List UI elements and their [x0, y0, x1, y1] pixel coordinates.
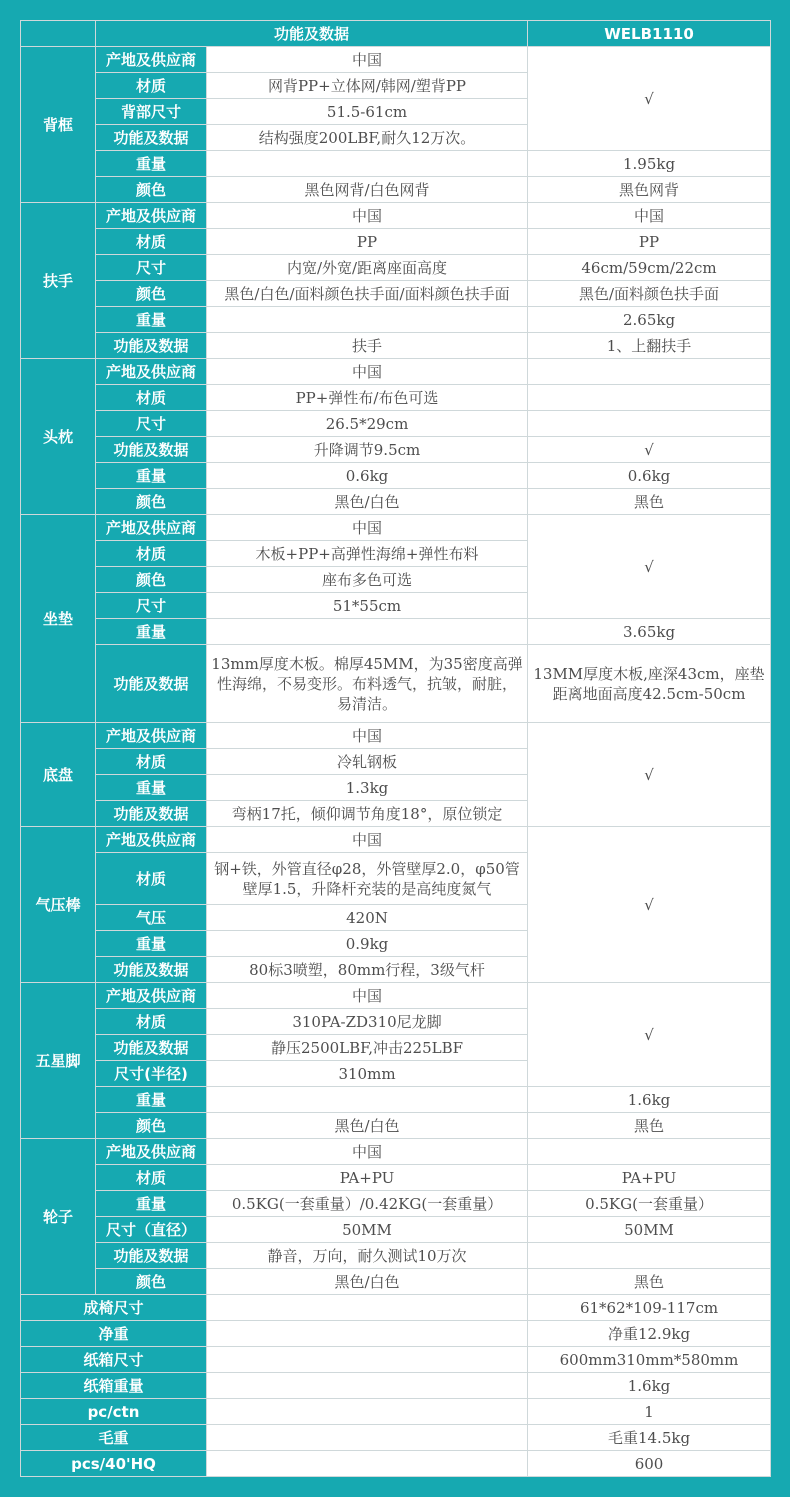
summary-spec: [207, 1399, 528, 1425]
spec-cell: 黑色/白色: [207, 489, 528, 515]
spec-cell: 中国: [207, 47, 528, 73]
row-label: 尺寸: [96, 255, 207, 281]
row-label: 产地及供应商: [96, 359, 207, 385]
spec-cell: 升降调节9.5cm: [207, 437, 528, 463]
spec-cell: 中国: [207, 723, 528, 749]
header-blank: [21, 21, 96, 47]
row-label: 功能及数据: [96, 333, 207, 359]
row-label: 重量: [96, 1087, 207, 1113]
table-row: [21, 1113, 771, 1139]
summary-label: 成椅尺寸: [21, 1295, 207, 1321]
model-cell: [528, 411, 771, 437]
spec-cell: 51*55cm: [207, 593, 528, 619]
row-label: 重量: [96, 307, 207, 333]
spec-cell: [207, 151, 528, 177]
spec-cell: 网背PP+立体网/韩网/塑背PP: [207, 73, 528, 99]
row-label: 产地及供应商: [96, 983, 207, 1009]
table-row: [21, 827, 771, 853]
row-label: 产地及供应商: [96, 1139, 207, 1165]
row-label: 重量: [96, 619, 207, 645]
group-label: 底盘: [21, 723, 96, 827]
summary-row: [21, 1347, 771, 1373]
summary-label: 净重: [21, 1321, 207, 1347]
model-cell: 黑色: [528, 1269, 771, 1295]
spec-cell: PA+PU: [207, 1165, 528, 1191]
summary-row: [21, 1321, 771, 1347]
row-label: 材质: [96, 1165, 207, 1191]
spec-cell: 0.5KG(一套重量）/0.42KG(一套重量）: [207, 1191, 528, 1217]
spec-cell: 1.3kg: [207, 775, 528, 801]
group-label: 背框: [21, 47, 96, 203]
table-row: [21, 645, 771, 723]
row-label: 颜色: [96, 281, 207, 307]
model-cell: 46cm/59cm/22cm: [528, 255, 771, 281]
row-label: 尺寸(半径): [96, 1061, 207, 1087]
row-label: 重量: [96, 151, 207, 177]
row-label: 尺寸: [96, 593, 207, 619]
table-row: [21, 1191, 771, 1217]
row-label: 颜色: [96, 177, 207, 203]
row-label: 颜色: [96, 567, 207, 593]
table-row: [21, 177, 771, 203]
model-cell: √: [528, 437, 771, 463]
row-label: 产地及供应商: [96, 827, 207, 853]
table-row: [21, 1165, 771, 1191]
table-row: [21, 229, 771, 255]
spec-cell: [207, 619, 528, 645]
row-label: 尺寸（直径）: [96, 1217, 207, 1243]
summary-row: [21, 1373, 771, 1399]
row-label: 产地及供应商: [96, 515, 207, 541]
table-row: [21, 1243, 771, 1269]
table-row: [21, 411, 771, 437]
summary-spec: [207, 1373, 528, 1399]
table-row: [21, 463, 771, 489]
spec-cell: 静压2500LBF,冲击225LBF: [207, 1035, 528, 1061]
row-label: 气压: [96, 905, 207, 931]
spec-cell: 26.5*29cm: [207, 411, 528, 437]
spec-cell: 黑色网背/白色网背: [207, 177, 528, 203]
row-label: 颜色: [96, 1269, 207, 1295]
table-row: [21, 359, 771, 385]
spec-cell: 0.6kg: [207, 463, 528, 489]
row-label: 重量: [96, 1191, 207, 1217]
spec-cell: 弯柄17托，倾仰调节角度18°，原位锁定: [207, 801, 528, 827]
table-row: [21, 489, 771, 515]
model-cell: [528, 1139, 771, 1165]
table-row: [21, 307, 771, 333]
spec-cell: 黑色/白色: [207, 1113, 528, 1139]
summary-model: 600: [528, 1451, 771, 1477]
row-label: 重量: [96, 775, 207, 801]
model-cell: 黑色/面料颜色扶手面: [528, 281, 771, 307]
row-label: 材质: [96, 229, 207, 255]
spec-cell: 黑色/白色: [207, 1269, 528, 1295]
spec-cell: 80标3喷塑，80mm行程，3级气杆: [207, 957, 528, 983]
row-label: 功能及数据: [96, 957, 207, 983]
summary-label: 纸箱尺寸: [21, 1347, 207, 1373]
summary-model: 61*62*109-117cm: [528, 1295, 771, 1321]
header-spec: 功能及数据: [96, 21, 528, 47]
spec-cell: 静音，万向，耐久测试10万次: [207, 1243, 528, 1269]
summary-spec: [207, 1425, 528, 1451]
summary-label: pcs/40'HQ: [21, 1451, 207, 1477]
spec-cell: 结构强度200LBF,耐久12万次。: [207, 125, 528, 151]
model-cell: 1.6kg: [528, 1087, 771, 1113]
summary-model: 1.6kg: [528, 1373, 771, 1399]
row-label: 产地及供应商: [96, 723, 207, 749]
summary-row: [21, 1295, 771, 1321]
group-label: 坐垫: [21, 515, 96, 723]
table-row: [21, 619, 771, 645]
table-row: [21, 437, 771, 463]
summary-label: 纸箱重量: [21, 1373, 207, 1399]
model-cell: 1.95kg: [528, 151, 771, 177]
spec-cell: 中国: [207, 515, 528, 541]
spec-cell: 310mm: [207, 1061, 528, 1087]
table-row: [21, 1087, 771, 1113]
row-label: 重量: [96, 463, 207, 489]
spec-cell: 420N: [207, 905, 528, 931]
model-cell: [528, 1243, 771, 1269]
table-row: [21, 723, 771, 749]
row-label: 背部尺寸: [96, 99, 207, 125]
table-row: [21, 281, 771, 307]
spec-cell: PP+弹性布/布色可选: [207, 385, 528, 411]
spec-cell: 黑色/白色/面料颜色扶手面/面料颜色扶手面: [207, 281, 528, 307]
summary-spec: [207, 1451, 528, 1477]
row-label: 功能及数据: [96, 1243, 207, 1269]
row-label: 功能及数据: [96, 1035, 207, 1061]
spec-table: [20, 20, 771, 1477]
model-cell: √: [528, 827, 771, 983]
row-label: 功能及数据: [96, 125, 207, 151]
row-label: 尺寸: [96, 411, 207, 437]
table-row: [21, 515, 771, 541]
model-cell: 黑色: [528, 1113, 771, 1139]
spec-cell: 51.5-61cm: [207, 99, 528, 125]
model-cell: PA+PU: [528, 1165, 771, 1191]
row-label: 颜色: [96, 1113, 207, 1139]
group-label: 轮子: [21, 1139, 96, 1295]
spec-cell: 扶手: [207, 333, 528, 359]
model-cell: 50MM: [528, 1217, 771, 1243]
group-label: 气压棒: [21, 827, 96, 983]
model-cell: PP: [528, 229, 771, 255]
row-label: 产地及供应商: [96, 47, 207, 73]
row-label: 材质: [96, 385, 207, 411]
summary-model: 净重12.9kg: [528, 1321, 771, 1347]
group-label: 五星脚: [21, 983, 96, 1139]
model-cell: 2.65kg: [528, 307, 771, 333]
spec-cell: 冷轧钢板: [207, 749, 528, 775]
table-row: [21, 333, 771, 359]
summary-model: 毛重14.5kg: [528, 1425, 771, 1451]
model-cell: √: [528, 515, 771, 619]
row-label: 重量: [96, 931, 207, 957]
spec-cell: 中国: [207, 203, 528, 229]
group-label: 头枕: [21, 359, 96, 515]
row-label: 功能及数据: [96, 801, 207, 827]
summary-label: 毛重: [21, 1425, 207, 1451]
row-label: 材质: [96, 541, 207, 567]
spec-cell: 中国: [207, 983, 528, 1009]
summary-label: pc/ctn: [21, 1399, 207, 1425]
table-row: [21, 203, 771, 229]
model-cell: √: [528, 47, 771, 151]
row-label: 功能及数据: [96, 437, 207, 463]
model-cell: 3.65kg: [528, 619, 771, 645]
summary-spec: [207, 1321, 528, 1347]
model-cell: 中国: [528, 203, 771, 229]
spec-cell: 中国: [207, 827, 528, 853]
model-cell: [528, 385, 771, 411]
summary-row: [21, 1425, 771, 1451]
model-cell: 黑色: [528, 489, 771, 515]
spec-cell: 座布多色可选: [207, 567, 528, 593]
spec-cell: 钢+铁，外管直径φ28，外管壁厚2.0，φ50管壁厚1.5，升降杆充装的是高纯度氮气: [207, 853, 528, 905]
table-row: [21, 47, 771, 73]
model-cell: 0.6kg: [528, 463, 771, 489]
group-label: 扶手: [21, 203, 96, 359]
summary-model: 1: [528, 1399, 771, 1425]
table-header: [21, 21, 771, 47]
spec-cell: [207, 307, 528, 333]
table-row: [21, 151, 771, 177]
spec-cell: 中国: [207, 359, 528, 385]
spec-cell: PP: [207, 229, 528, 255]
table-row: [21, 983, 771, 1009]
model-cell: [528, 359, 771, 385]
row-label: 颜色: [96, 489, 207, 515]
model-cell: 0.5KG(一套重量）: [528, 1191, 771, 1217]
summary-row: [21, 1451, 771, 1477]
spec-cell: 13mm厚度木板。棉厚45MM，为35密度高弹性海绵，不易变形。布料透气，抗皱，耐脏，易清洁。: [207, 645, 528, 723]
model-cell: 黑色网背: [528, 177, 771, 203]
header-model: WELB1110: [528, 21, 771, 47]
model-cell: √: [528, 723, 771, 827]
table-row: [21, 255, 771, 281]
spec-cell: 0.9kg: [207, 931, 528, 957]
summary-row: [21, 1399, 771, 1425]
spec-cell: 310PA-ZD310尼龙脚: [207, 1009, 528, 1035]
table-row: [21, 1139, 771, 1165]
spec-cell: 木板+PP+高弹性海绵+弹性布料: [207, 541, 528, 567]
table-row: [21, 1269, 771, 1295]
row-label: 材质: [96, 73, 207, 99]
summary-spec: [207, 1295, 528, 1321]
summary-model: 600mm310mm*580mm: [528, 1347, 771, 1373]
spec-cell: [207, 1087, 528, 1113]
row-label: 材质: [96, 1009, 207, 1035]
spec-cell: 内宽/外宽/距离座面高度: [207, 255, 528, 281]
row-label: 材质: [96, 853, 207, 905]
row-label: 功能及数据: [96, 645, 207, 723]
row-label: 产地及供应商: [96, 203, 207, 229]
spec-cell: 中国: [207, 1139, 528, 1165]
model-cell: 13MM厚度木板,座深43cm，座垫距离地面高度42.5cm-50cm: [528, 645, 771, 723]
model-cell: √: [528, 983, 771, 1087]
table-row: [21, 385, 771, 411]
spec-cell: 50MM: [207, 1217, 528, 1243]
summary-spec: [207, 1347, 528, 1373]
row-label: 材质: [96, 749, 207, 775]
model-cell: 1、上翻扶手: [528, 333, 771, 359]
table-row: [21, 1217, 771, 1243]
